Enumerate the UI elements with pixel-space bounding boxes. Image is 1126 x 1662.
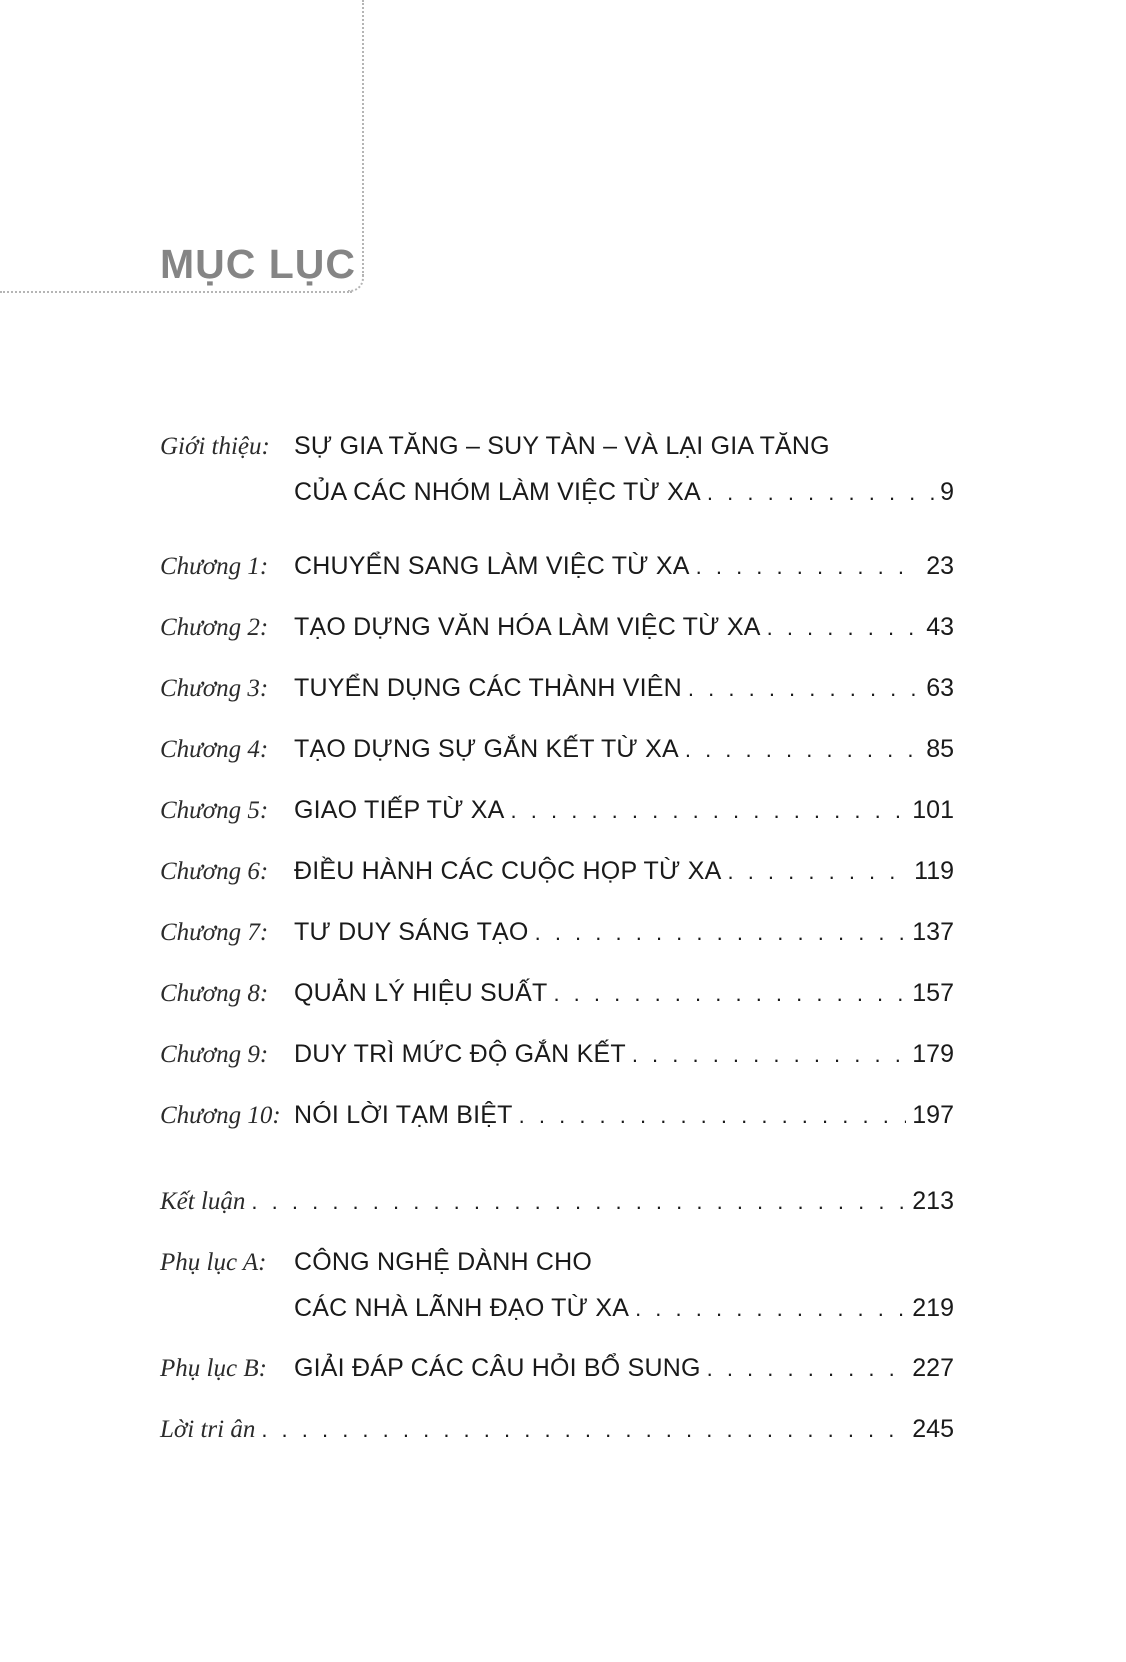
toc-label: Chương 10: — [160, 1102, 281, 1129]
toc-page-number: 23 — [926, 552, 954, 580]
toc-label: Chương 9: — [160, 1041, 269, 1068]
toc-dot-leader — [519, 1093, 907, 1139]
toc-entry-chapter-6[interactable] — [160, 848, 954, 894]
toc-page-number: 197 — [912, 1101, 954, 1129]
page-title: MỤC LỤC — [160, 241, 357, 287]
toc-entry-chapter-3[interactable] — [160, 665, 954, 711]
toc-title: TUYỂN DỤNG CÁC THÀNH VIÊN — [294, 674, 682, 702]
toc-dot-leader — [767, 605, 921, 651]
toc-label: Lời tri ân — [160, 1416, 256, 1443]
toc-label: Chương 5: — [160, 797, 269, 824]
toc-line — [160, 1178, 954, 1224]
toc-title: GIAO TIẾP TỪ XA — [294, 796, 505, 824]
toc-line — [160, 1092, 954, 1138]
toc-title: CỦA CÁC NHÓM LÀM VIỆC TỪ XA — [294, 478, 701, 506]
toc-page-number: 227 — [912, 1354, 954, 1382]
toc-entry-chapter-4[interactable] — [160, 726, 954, 772]
toc-page-number: 157 — [912, 979, 954, 1007]
toc-entry-chapter-1[interactable] — [160, 543, 954, 589]
toc-page-number: 119 — [914, 857, 954, 885]
toc-entry-chapter-2[interactable] — [160, 604, 954, 650]
toc-entry-chapter-8[interactable] — [160, 970, 954, 1016]
toc-page-number: 179 — [912, 1040, 954, 1068]
toc-page-number: 245 — [912, 1415, 954, 1443]
toc-line — [160, 604, 954, 650]
toc-label: Chương 8: — [160, 980, 269, 1007]
toc-page-number: 9 — [940, 478, 954, 506]
toc-dot-leader — [261, 1407, 906, 1453]
toc-entry-chapter-9[interactable] — [160, 1031, 954, 1077]
toc-page-number: 213 — [912, 1187, 954, 1215]
toc-dot-leader — [707, 1346, 907, 1392]
toc-line — [160, 1285, 954, 1331]
toc-title: TẠO DỰNG VĂN HÓA LÀM VIỆC TỪ XA — [294, 613, 761, 641]
toc-dot-leader — [511, 788, 907, 834]
toc-line — [160, 469, 954, 515]
toc-entry-introduction[interactable] — [160, 423, 954, 515]
toc-title: CHUYỂN SANG LÀM VIỆC TỪ XA — [294, 552, 690, 580]
toc-dot-leader — [251, 1179, 906, 1225]
toc-dot-leader — [727, 849, 908, 895]
toc-label: Chương 4: — [160, 736, 269, 763]
toc-label: Phụ lục B: — [160, 1355, 267, 1382]
toc-line — [160, 665, 954, 711]
toc-entry-chapter-7[interactable] — [160, 909, 954, 955]
toc-title: NÓI LỜI TẠM BIỆT — [294, 1101, 513, 1129]
toc-label: Giới thiệu: — [160, 433, 270, 460]
toc-entry-chapter-5[interactable] — [160, 787, 954, 833]
toc-page-number: 219 — [912, 1294, 954, 1322]
toc-line — [160, 726, 954, 772]
toc-title: CÔNG NGHỆ DÀNH CHO — [294, 1248, 593, 1276]
toc-line — [160, 1345, 954, 1391]
toc-dot-leader — [685, 727, 920, 773]
toc-dot-leader — [688, 666, 920, 712]
toc-dot-leader — [535, 910, 907, 956]
toc-label: Chương 1: — [160, 553, 269, 580]
toc-page-number: 101 — [912, 796, 954, 824]
toc-line — [160, 848, 954, 894]
toc-title: TƯ DUY SÁNG TẠO — [294, 918, 529, 946]
decorative-dotted-border-horizontal — [0, 291, 352, 293]
toc-entry-conclusion[interactable] — [160, 1178, 954, 1224]
toc-title: GIẢI ĐÁP CÁC CÂU HỎI BỔ SUNG — [294, 1354, 701, 1382]
toc-page-number: 43 — [926, 613, 954, 641]
toc-title: ĐIỀU HÀNH CÁC CUỘC HỌP TỪ XA — [294, 857, 722, 885]
toc-line — [160, 1406, 954, 1452]
toc-label: Chương 7: — [160, 919, 269, 946]
toc-dot-leader — [553, 971, 906, 1017]
toc-page-number: 137 — [912, 918, 954, 946]
toc-entry-appendix-b[interactable] — [160, 1345, 954, 1391]
toc-line — [160, 1031, 954, 1077]
toc-entry-appendix-a[interactable] — [160, 1239, 954, 1331]
toc-label: Kết luận — [160, 1188, 246, 1215]
toc-line — [160, 970, 954, 1016]
toc-line — [160, 423, 954, 469]
toc-label: Phụ lục A: — [160, 1249, 267, 1276]
toc-label: Chương 2: — [160, 614, 269, 641]
toc-dot-leader — [635, 1286, 906, 1332]
toc-entry-acknowledgements[interactable] — [160, 1406, 954, 1452]
toc-title: SỰ GIA TĂNG – SUY TÀN – VÀ LẠI GIA TĂNG — [294, 432, 830, 460]
toc-title: TẠO DỰNG SỰ GẮN KẾT TỪ XA — [294, 735, 679, 763]
toc-label: Chương 6: — [160, 858, 269, 885]
toc-page-number: 85 — [926, 735, 954, 763]
toc-dot-leader — [707, 470, 934, 516]
toc-line — [160, 1239, 954, 1285]
toc-title: CÁC NHÀ LÃNH ĐẠO TỪ XA — [294, 1294, 630, 1322]
toc-page-number: 63 — [926, 674, 954, 702]
toc-line — [160, 543, 954, 589]
toc-label: Chương 3: — [160, 675, 269, 702]
toc-title: QUẢN LÝ HIỆU SUẤT — [294, 979, 548, 1007]
toc-entry-chapter-10[interactable] — [160, 1092, 954, 1138]
toc-dot-leader — [632, 1032, 906, 1078]
toc-dot-leader — [696, 544, 921, 590]
toc-title: DUY TRÌ MỨC ĐỘ GẮN KẾT — [294, 1040, 626, 1068]
decorative-dotted-border-vertical — [362, 0, 364, 276]
toc-line — [160, 909, 954, 955]
toc-line — [160, 787, 954, 833]
